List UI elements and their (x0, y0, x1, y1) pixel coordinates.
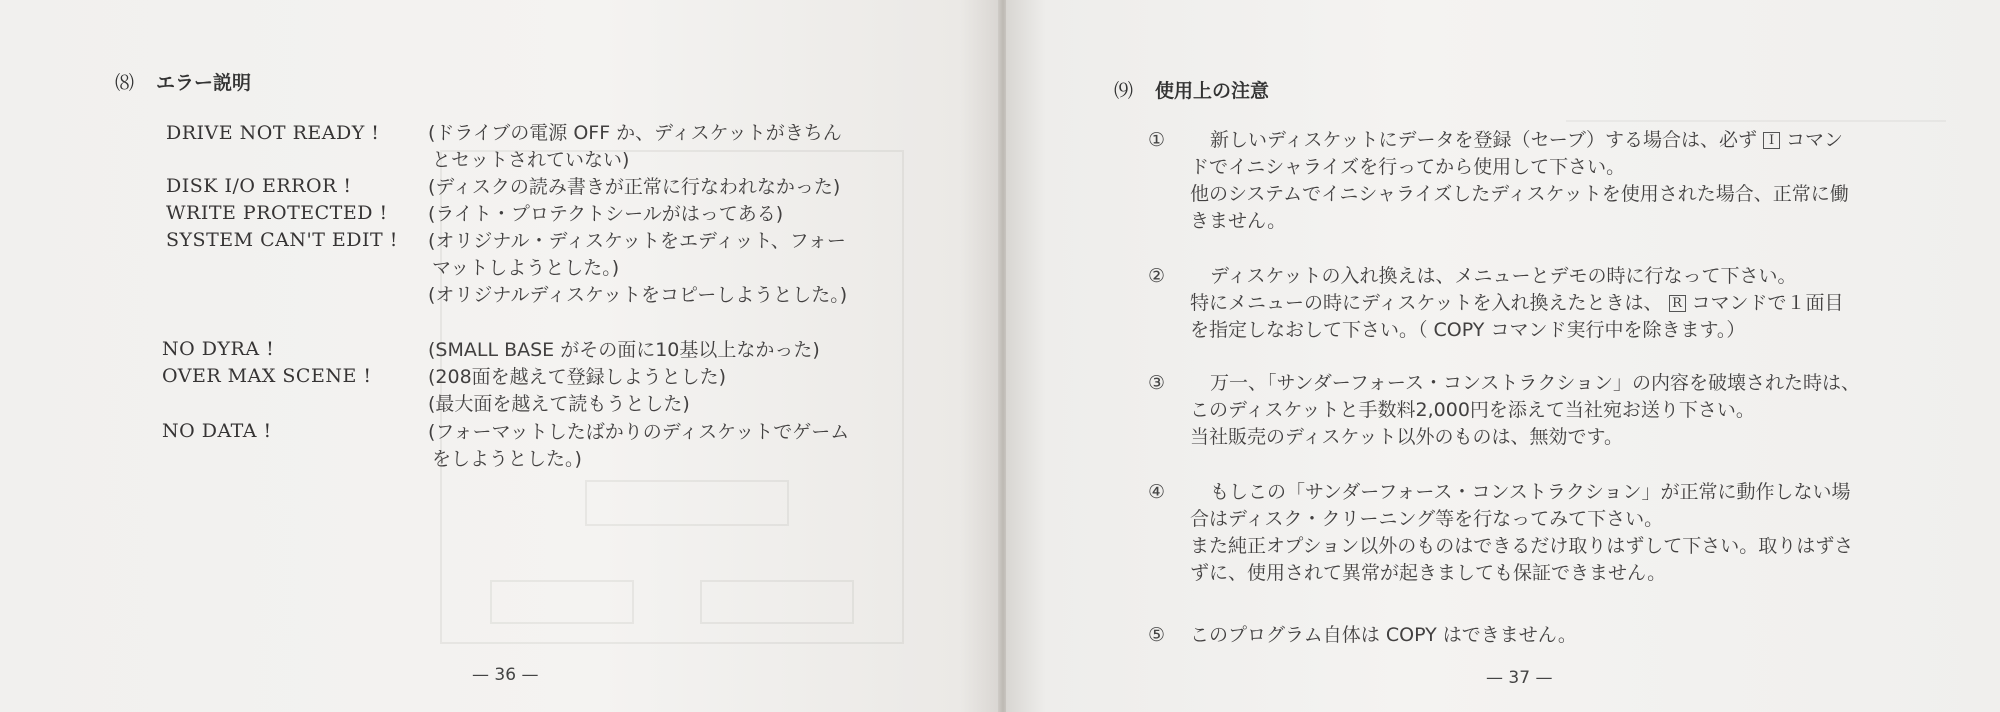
error-description: マットしようとした。) (432, 257, 620, 279)
error-description: (ドライブの電源 OFF か、ディスケットがきちん (428, 122, 842, 144)
error-code: SYSTEM CAN'T EDIT ! (166, 229, 398, 251)
section-title: エラー説明 (156, 72, 252, 94)
section-number: ⑻ (115, 72, 135, 94)
error-code: OVER MAX SCENE ! (162, 365, 372, 387)
note-text: ディスケットの入れ換えは、メニューとデモの時に行なって下さい。 (1210, 265, 1797, 287)
error-description: (フォーマットしたばかりのディスケットでゲーム (428, 421, 850, 443)
bleed-through-box (585, 480, 789, 526)
note-text: きません。 (1190, 210, 1287, 232)
note-text: また純正オプション以外のものはできるだけ取りはずして下さい。取りはずさ (1190, 535, 1854, 557)
error-description: (最大面を越えて読もうとした) (428, 393, 690, 415)
note-text: ずに、使用されて異常が起きましても保証できません。 (1190, 562, 1667, 584)
key-r-icon: R (1669, 295, 1686, 312)
error-description: (208面を越えて登録しようとした) (428, 366, 727, 388)
right-page (1006, 0, 2000, 712)
bleed-through-box (490, 580, 634, 624)
error-code: NO DATA ! (162, 420, 272, 442)
note-text: このプログラム自体は COPY はできません。 (1190, 624, 1577, 646)
note-text: 新しいディスケットにデータを登録（セーブ）する場合は、必ず (1210, 129, 1758, 151)
error-code: DISK I/O ERROR ! (166, 175, 352, 197)
error-code: WRITE PROTECTED ! (166, 202, 388, 224)
error-code: NO DYRA ! (162, 338, 275, 360)
page-number: — 37 — (1486, 668, 1553, 688)
error-description: (ディスクの読み書きが正常に行なわれなかった) (428, 176, 841, 198)
section-number: ⑼ (1114, 80, 1134, 102)
note-text: ドでイニシャライズを行ってから使用して下さい。 (1190, 156, 1626, 178)
note-marker: ④ (1148, 481, 1166, 503)
note-text: 合はディスク・クリーニング等を行なってみて下さい。 (1190, 508, 1664, 530)
error-description: (ライト・プロテクトシールがはってある) (428, 203, 784, 225)
note-text: 当社販売のディスケット以外のものは、無効です。 (1190, 426, 1624, 448)
note-text: 特にメニューの時にディスケットを入れ換えたときは、 (1190, 292, 1663, 314)
error-description: (SMALL BASE がその面に10基以上なかった) (428, 339, 820, 361)
note-text: 万一、「サンダーフォース・コンストラクション」の内容を破壊された時は、 (1210, 372, 1860, 394)
section-title: 使用上の注意 (1155, 80, 1270, 102)
note-text: このディスケットと手数料2,000円を添えて当社宛お送り下さい。 (1190, 399, 1755, 421)
note-text: を指定しなおして下さい。（ COPY コマンド実行中を除きます。） (1190, 319, 1746, 341)
error-description: (オリジナル・ディスケットをエディット、フォー (428, 230, 846, 252)
error-code: DRIVE NOT READY ! (166, 122, 380, 144)
key-i-icon: I (1763, 132, 1780, 149)
note-text: 他のシステムでイニシャライズしたディスケットを使用された場合、正常に働 (1190, 183, 1849, 205)
note-text: もしこの「サンダーフォース・コンストラクション」が正常に動作しない場 (1210, 481, 1851, 503)
note-text: コマンドで１面目 (1691, 292, 1844, 314)
error-description: とセットされていない) (432, 149, 630, 171)
note-text: コマン (1786, 129, 1844, 151)
note-marker: ⑤ (1148, 624, 1166, 646)
error-description: (オリジナルディスケットをコピーしようとした。) (428, 284, 848, 306)
error-description: をしようとした。) (432, 448, 582, 470)
section-heading-errors (115, 68, 251, 95)
page-number: — 36 — (472, 665, 539, 685)
note-marker: ① (1148, 129, 1166, 151)
bleed-through-lines (1566, 60, 1946, 122)
note-marker: ② (1148, 265, 1166, 287)
bleed-through-box (700, 580, 854, 624)
note-marker: ③ (1148, 372, 1166, 394)
section-heading-notes (1114, 76, 1269, 103)
